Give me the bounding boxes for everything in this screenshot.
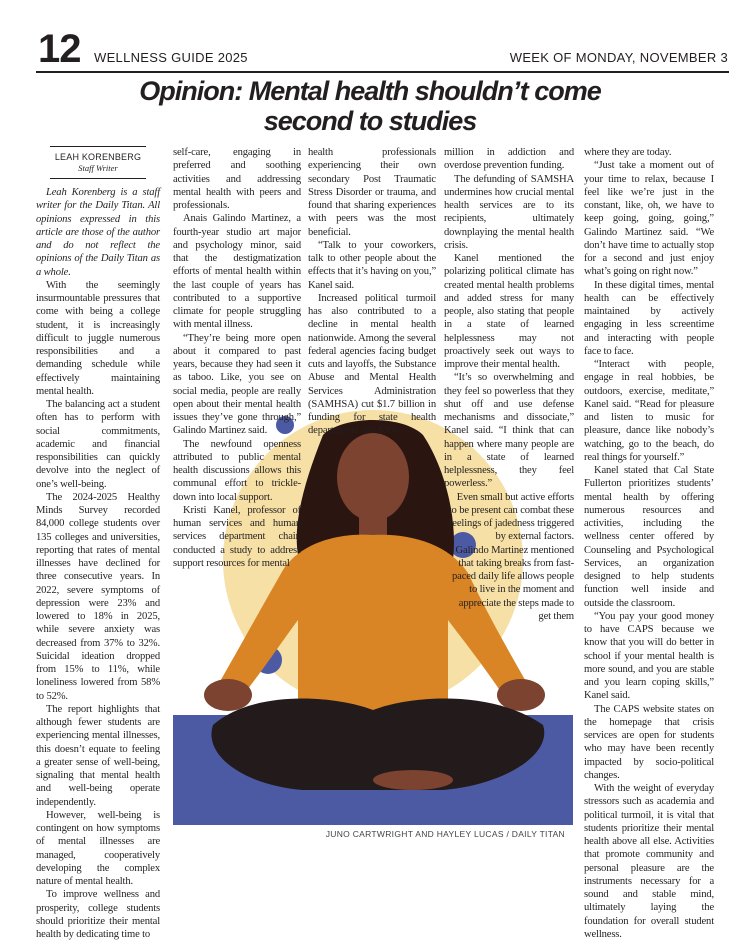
paragraph: The newfound openness attributed to public mental health discussions allows this communal effort to trickle-down into local support. — [173, 438, 301, 503]
paragraph: With the weight of everyday stressors such as academia and political turmoil, it is vital that students prioritize their mental health above all else. Activities that promote community and personal pleasure are the instruments necessary for a sound and stable mind, ultimately laying the foundation for overall student wellness. — [584, 783, 714, 940]
left-hand — [204, 679, 252, 711]
paragraph: Even small but active efforts to be present can combat these feelings of jadedness triggered by external factors. — [448, 491, 574, 543]
author-bio: Leah Korenberg is a staff writer for the Daily Titan. All opinions expressed in this article are those of the author and do not reflect the opinions of the Daily Titan as a whole. — [36, 187, 160, 278]
paragraph: Kristi Kanel, professor of human services and human services department chair, conducted a study to address support resources for mental — [173, 504, 301, 569]
issue-date: WEEK OF MONDAY, NOVEMBER 3 — [509, 50, 728, 65]
paragraph: “Just take a moment out of your time to relax, because I feel like we’re just in the constant, like, oh, we have to keep going, going, going,” Galindo Martinez said. “We don’t have time to actually stop for a second and just enjoy what’s going on right now.” — [584, 160, 714, 278]
column-4 — [444, 146, 574, 623]
author-name: LEAH KORENBERG — [54, 152, 142, 162]
column-1 — [36, 186, 160, 941]
paragraph: “Talk to your coworkers, talk to other people about the effects that it’s having on you,” Kanel said. — [308, 239, 436, 291]
paragraph: Kanel mentioned the polarizing political climate has created mental health problems and added stress for many people, also stating that people in a state of learned helplessness may not proactively seek out ways to improve their mental health. — [444, 253, 574, 370]
paragraph: Kanel stated that Cal State Fullerton prioritizes students’ mental health by offering numerous resources and activities, including the wellness center offered by Counseling and Psychological Services, an organization designed to help students function well inside and outside the classroom. — [584, 465, 714, 609]
headline — [60, 76, 680, 136]
paragraph: Increased political turmoil has also contributed to a decline in mental health nationwide. Among the several federal agencies facing budget cuts and layoffs, the Substance Abuse and Mental Health Services Administration (SAMHSA) cut $1.7 billion in funding for state health departments and $350 — [308, 292, 436, 437]
headline-line-2: second to studies — [263, 106, 477, 136]
paragraph: “They’re being more open about it compared to past years, because they had seen it as taboo. Like, you see on social media, people are really open about their mental health issues they’ve gone through,” Galindo Martinez said. — [173, 332, 301, 437]
paragraph: With the seemingly insurmountable pressures that come with being a college student, it is increasingly difficult to juggle numerous responsibilities and a demanding schedule while effectively maintaining mental health. — [36, 279, 160, 397]
paragraph: The CAPS website states on the homepage that crisis services are open for students who may have been recently impacted by socio-political changes. — [584, 703, 714, 781]
headline-line-1: Opinion: Mental health shouldn’t come — [139, 76, 601, 106]
page-number: 12 — [38, 27, 81, 71]
column-2 — [173, 146, 301, 570]
paragraph: The defunding of SAMSHA undermines how crucial mental health services are to its recipients, ultimately downplaying the mental health crisis. — [444, 173, 574, 251]
paragraph: Galindo Martinez mentioned that taking breaks from fast-paced daily life allows people to live in the moment and appreciate the steps made to get them — [452, 544, 574, 622]
paragraph: health professionals experiencing their own secondary Post Traumatic Stress Disorder or trauma, and found that sharing experiences with peers was the most beneficial. — [308, 147, 436, 238]
paragraph: The balancing act a student often has to perform with social commitments, academic and financial responsibilities can quickly devolve into the neglect of one’s well-being. — [36, 399, 160, 490]
feet — [373, 770, 453, 790]
right-hand — [497, 679, 545, 711]
column-3 — [308, 146, 436, 438]
paragraph: To improve wellness and prosperity, college students should prioritize their mental health by dedicating time to — [36, 889, 160, 940]
byline — [50, 146, 146, 179]
paragraph: The report highlights that although fewer students are experiencing mental illnesses, this doesn’t equate to feeling a greater sense of well-being, signaling that mental health and well-being operate independently. — [36, 703, 160, 808]
paragraph: “Interact with people, engage in real hobbies, be outdoors, exercise, meditate,” Kanel said. “Read for pleasure and listen to music for pleasure, dance like nobody’s watching, go to the beach, do real things for yourself.” — [584, 359, 714, 463]
paragraph: The 2024-2025 Healthy Minds Survey recorded 84,000 college students over 135 colleges and universities, reporting that rates of mental illnesses have declined for three consecutive years. In 2022, severe symptoms of depression were 23% and lowered to 18% in 2025, while severe anxiety was decreased from 37% to 32%. Suicidal ideation dropped from 15% to 11%, while loneliness lowered from 58% to 52%. — [36, 491, 160, 702]
paragraph: However, well-being is contingent on how symptoms of mental illnesses are managed, cooperatively developing the complex nature of mental health. — [36, 809, 160, 887]
paragraph: million in addiction and overdose prevention funding. — [444, 147, 574, 172]
header-rule — [36, 71, 729, 73]
section-name: WELLNESS GUIDE 2025 — [94, 50, 248, 65]
paragraph: Anais Galindo Martinez, a fourth-year studio art major and psychology minor, said that the destigmatization efforts of mental health within the last couple of years has contributed to a supportive climate for people struggling with mental illness. — [173, 213, 301, 331]
author-role: Staff Writer — [78, 163, 118, 173]
paragraph: self-care, engaging in preferred and soothing activities and addressing mental health with peers and professionals. — [173, 147, 301, 211]
paragraph: In these digital times, mental health can be effectively maintained by actively engaging in less screentime and interacting with people face to face. — [584, 279, 714, 357]
paragraph: “It’s so overwhelming and they feel so powerless that they shut off and use defense mechanisms and dissociate,” Kanel said. “I think that can happen where many people are in a state of learned helplessness, they feel powerless.” — [444, 372, 574, 490]
column-5 — [584, 146, 714, 941]
face — [337, 433, 409, 521]
paragraph: “You pay your good money to have CAPS because we know that you will do better in school if your mental health is more sound, and you are stable and you learn coping skills,” Kanel said. — [584, 610, 714, 702]
paragraph: where they are today. — [584, 147, 672, 158]
photo-credit: JUNO CARTWRIGHT AND HAYLEY LUCAS / DAILY TITAN — [325, 829, 565, 839]
